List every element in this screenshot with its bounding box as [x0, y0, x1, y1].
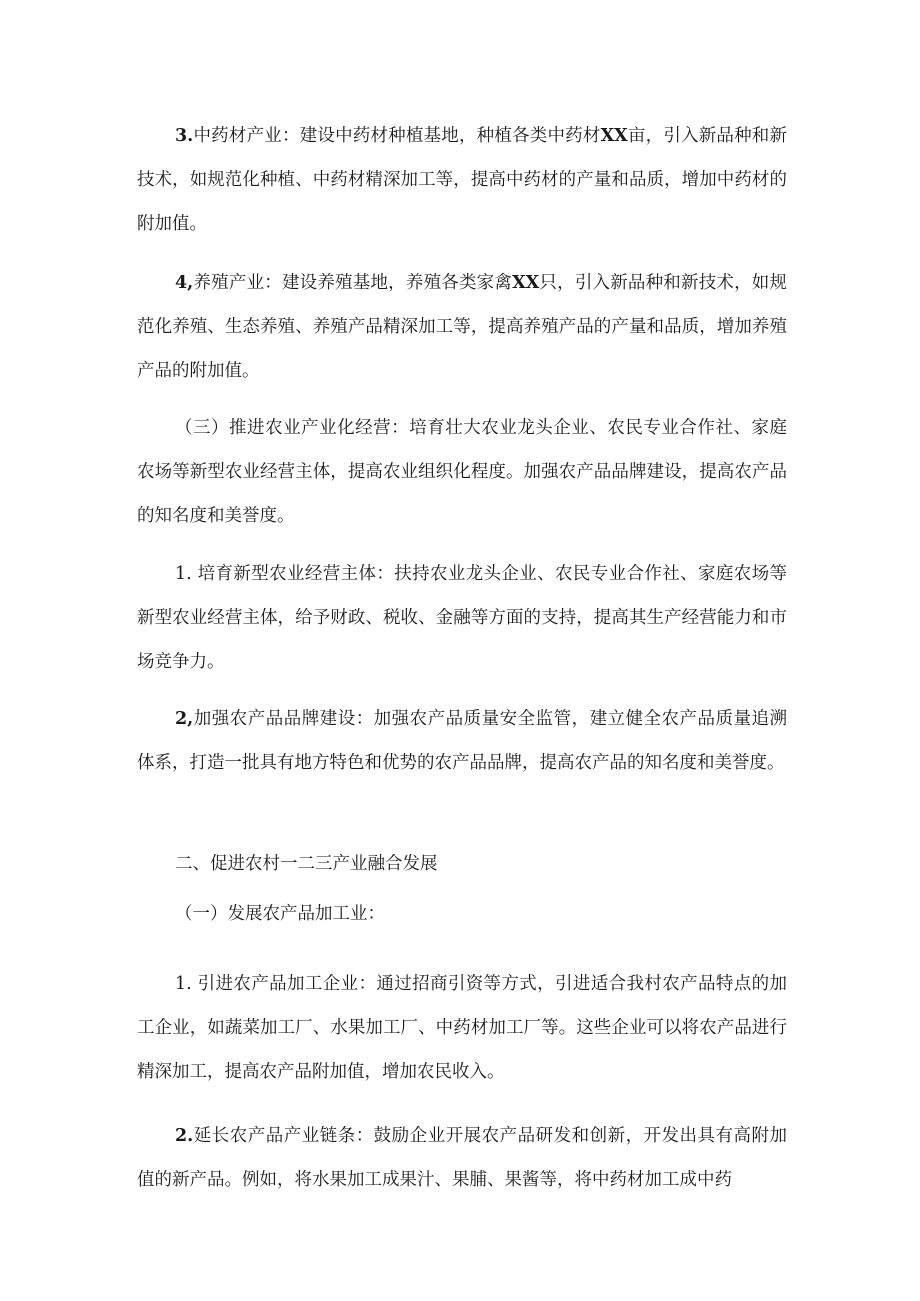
placeholder-xx: XX	[600, 126, 628, 146]
item-number: 3.	[175, 126, 194, 146]
paragraph-text: 只，引入新品种和新技术，如规范化养殖、生态养殖、养殖产品精深加工等，提高养殖产品的产量和品质，增加养殖产品的附加值。	[137, 273, 788, 381]
paragraph-industrialization	[137, 406, 787, 538]
paragraph-new-entities	[137, 552, 787, 684]
item-number: 2.	[175, 1126, 194, 1146]
paragraph-text: 中药材产业：建设中药材种植基地，种植各类中药材	[193, 126, 601, 146]
paragraph-tcm-industry	[137, 114, 787, 246]
section-heading-integration	[137, 842, 787, 886]
paragraph-text: （三）推进农业产业化经营：培育壮大农业龙头企业、农民专业合作社、家庭农场等新型农业经营主体，提高农业组织化程度。加强农产品品牌建设，提高农产品的知名度和美誉度。	[137, 418, 787, 526]
placeholder-xx: XX	[512, 273, 540, 293]
heading-text: 二、促进农村一二三产业融合发展	[175, 854, 438, 874]
item-number: 4,	[175, 273, 194, 293]
subsection-heading-processing	[137, 892, 787, 936]
heading-text: （一）发展农产品加工业：	[175, 904, 385, 924]
paragraph-brand-building	[137, 697, 787, 785]
paragraph-industry-chain	[137, 1114, 787, 1202]
paragraph-text: 亩，引入新品种和新技术，如规范化种植、中药材精深加工等，提高中药材的产量和品质，增加中药材的附加值。	[137, 126, 788, 234]
paragraph-text: 1. 引进农产品加工企业：通过招商引资等方式，引进适合我村农产品特点的加工企业，如蔬菜加工厂、水果加工厂、中药材加工厂等。这些企业可以将农产品进行精深加工，提高农产品附加值，增加农民收入。	[137, 974, 787, 1082]
paragraph-text: 延长农产品产业链条：鼓励企业开展农产品研发和创新，开发出具有高附加值的新产品。例如，将水果加工成果汁、果脯、果酱等，将中药材加工成中药	[137, 1126, 787, 1190]
paragraph-text: 加强农产品品牌建设：加强农产品质量安全监管，建立健全农产品质量追溯体系，打造一批具有地方特色和优势的农产品品牌，提高农产品的知名度和美誉度。	[137, 709, 787, 773]
paragraph-text: 1. 培育新型农业经营主体：扶持农业龙头企业、农民专业合作社、家庭农场等新型农业经营主体，给予财政、税收、金融等方面的支持，提高其生产经营能力和市场竞争力。	[137, 564, 787, 672]
paragraph-processing-enterprises	[137, 962, 787, 1094]
item-number: 2,	[175, 709, 194, 729]
paragraph-text: 养殖产业：建设养殖基地，养殖各类家禽	[193, 273, 513, 293]
paragraph-breeding-industry	[137, 261, 787, 393]
